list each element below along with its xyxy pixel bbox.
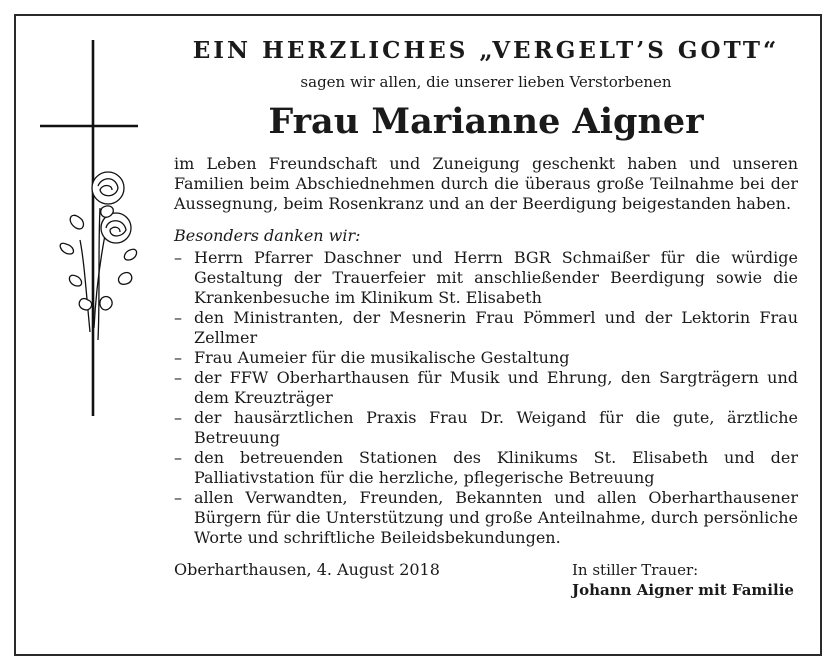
intro-paragraph: im Leben Freundschaft und Zuneigung geschenkt haben und unseren Familien beim Abschiednehmen durch die überaus große Teilnahme bei der Aussegnung, beim Rosenkranz und an der Beerdigung beigestanden haben. bbox=[174, 154, 798, 213]
list-item-text: Herrn Pfarrer Daschner und Herrn BGR Schmaißer für die würdige Gestaltung der Trauerfeier mit anschließender Beerdigung sowie die Krankenbesuche im Klinikum St. Elisabeth bbox=[194, 248, 798, 307]
list-item-text: den Ministranten, der Mesnerin Frau Pömmerl und der Lektorin Frau Zellmer bbox=[194, 308, 798, 347]
thanks-list bbox=[174, 248, 798, 548]
list-item-text: Frau Aumeier für die musikalische Gestaltung bbox=[194, 348, 570, 367]
list-item bbox=[174, 308, 798, 348]
list-item-text: der hausärztlichen Praxis Frau Dr. Weigand für die gute, ärztliche Betreuung bbox=[194, 408, 798, 447]
notice-content bbox=[174, 36, 798, 602]
deceased-name: Frau Marianne Aigner bbox=[268, 101, 704, 142]
list-bullet: – bbox=[174, 348, 182, 367]
place-date: Oberharthausen, 4. August 2018 bbox=[174, 560, 440, 579]
list-bullet: – bbox=[174, 488, 182, 507]
list-bullet: – bbox=[174, 368, 182, 387]
list-item bbox=[174, 248, 798, 308]
list-item-text: allen Verwandten, Freunden, Bekannten und allen Oberharthausener Bürgern für die Unterstützung und große Anteilnahme, durch persönliche Worte und schriftliche Beileidsbekundungen. bbox=[194, 488, 798, 547]
roses-icon bbox=[60, 172, 136, 340]
list-item bbox=[174, 448, 798, 488]
list-bullet: – bbox=[174, 308, 182, 327]
list-item-text: den betreuenden Stationen des Klinikums St. Elisabeth und der Palliativstation für die herzliche, pflegerische Betreuung bbox=[194, 448, 798, 487]
list-item bbox=[174, 488, 798, 548]
notice-footer bbox=[174, 560, 798, 602]
headline: EIN HERZLICHES „VERGELT’S GOTT“ bbox=[192, 37, 780, 64]
signature-block bbox=[572, 560, 794, 600]
cross-with-roses-decoration bbox=[40, 40, 140, 416]
list-bullet: – bbox=[174, 248, 182, 267]
list-item-text: der FFW Oberharthausen für Musik und Ehrung, den Sargträgern und dem Kreuzträger bbox=[194, 368, 798, 407]
list-item bbox=[174, 348, 798, 368]
list-bullet: – bbox=[174, 408, 182, 427]
list-item bbox=[174, 368, 798, 408]
thanks-heading: Besonders danken wir: bbox=[174, 226, 361, 245]
list-item bbox=[174, 408, 798, 448]
mourning-line: In stiller Trauer: bbox=[572, 561, 699, 579]
subheadline: sagen wir allen, die unserer lieben Verstorbenen bbox=[300, 73, 672, 91]
list-bullet: – bbox=[174, 448, 182, 467]
family-signature: Johann Aigner mit Familie bbox=[572, 581, 794, 599]
